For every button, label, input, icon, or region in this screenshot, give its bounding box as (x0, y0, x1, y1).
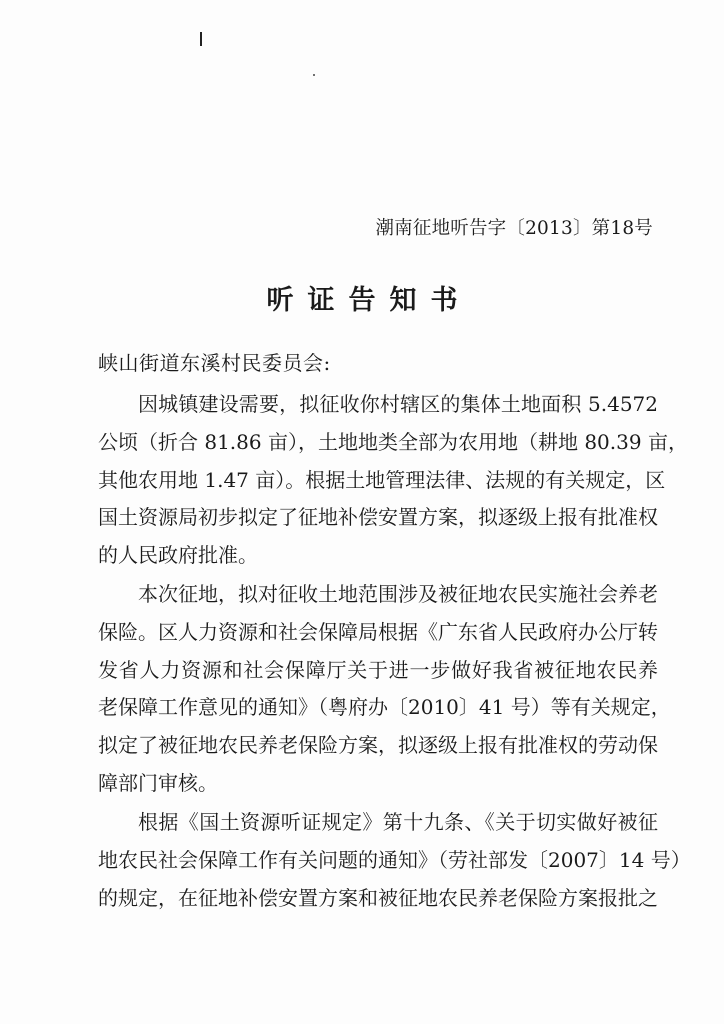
paragraph-line: 老保障工作意见的通知》（粤府办〔2010〕41 号）等有关规定， (98, 695, 671, 720)
paragraph-line: 的规定，在征地补偿安置方案和被征地农民养老保险方案报批之 (98, 885, 658, 910)
paragraph-line: 障部门审核。 (98, 770, 218, 795)
paragraph-line: 因城镇建设需要，拟征收你村辖区的集体土地面积 5.4572 (138, 392, 658, 416)
paragraph-line: 国土资源局初步拟定了征地补偿安置方案，拟逐级上报有批准权 (98, 505, 658, 530)
scan-mark (200, 32, 202, 46)
document-number: 潮南征地听告字〔2013〕第18号 (375, 218, 653, 239)
paragraph-line: 拟定了被征地农民养老保险方案，拟逐级上报有批准权的劳动保 (98, 733, 658, 758)
paragraph-1 (98, 386, 688, 575)
paragraph-2 (98, 576, 671, 803)
paragraph-line: 其他农用地 1.47 亩）。根据土地管理法律、法规的有关规定，区 (98, 467, 666, 492)
paragraph-line: 保险。区人力资源和社会保障局根据《广东省人民政府办公厅转 (98, 619, 658, 644)
document-title: 听证告知书 (266, 285, 472, 316)
scan-mark (313, 74, 315, 76)
paragraph-line: 发省人力资源和社会保障厅关于进一步做好我省被征地农民养 (98, 657, 658, 682)
paragraph-line: 公顷（折合 81.86 亩），土地地类全部为农用地（耕地 80.39 亩， (98, 429, 688, 454)
paragraph-3 (98, 804, 691, 917)
paragraph-line: 的人民政府批准。 (98, 543, 258, 568)
paragraph-line: 根据《国土资源听证规定》第十九条、《关于切实做好被征 (138, 810, 658, 834)
paragraph-line: 地农民社会保障工作有关问题的通知》（劳社部发〔2007〕14 号） (98, 847, 691, 872)
addressee: 峡山街道东溪村民委员会: (98, 351, 331, 375)
paragraph-line: 本次征地，拟对征收土地范围涉及被征地农民实施社会养老 (138, 582, 658, 606)
